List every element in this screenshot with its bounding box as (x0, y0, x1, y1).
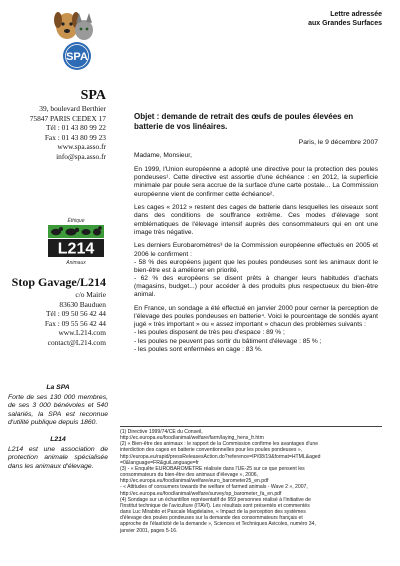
paragraph-cages: Les cages « 2012 » restent des cages de batterie dans lesquelles les oiseaux sont dans des conditions de souffrance extrême. Ces modes d'élevage sont emblématiques de l'élevage intensif auprès des consommateurs qui en ont une image très négative. (134, 204, 378, 236)
paragraph-eurobarometer (134, 242, 378, 299)
letter-body (134, 112, 378, 359)
l214-phone: Tél : 09 50 56 42 44 (46, 309, 106, 319)
l214-name: Stop Gavage/L214 (11, 275, 106, 289)
spa-name: SPA (80, 88, 106, 103)
letter-subject: Objet : demande de retrait des œufs de poules élevées en batterie de vos linéaires. (134, 112, 354, 131)
l214-logo-main: L214 (57, 240, 95, 258)
spa-city-line: 75847 PARIS CEDEX 17 (29, 113, 106, 123)
spa-phone: Tél : 01 43 80 99 22 (46, 123, 106, 133)
survey-item: - les poules disposent de très peu d'espace : 89 % ; (134, 329, 285, 337)
footnote-line: dans Luc Mirabito et Pascale Magdelaine, « Impact de la perception des systèmes (120, 509, 306, 516)
footnote-line: (4) Sondage sur un échantillon représentatif de 959 personnes réalisé à l'initiative de (120, 496, 311, 503)
l214-about-text: L214 est une association de protection animale spécialisée dans les animaux d'élevage. (8, 445, 108, 470)
paragraph-france-survey (134, 305, 378, 354)
footnote-line: approche de l'élasticité de la demande », Sciences et Techniques Avicoles, numéro 34, (120, 521, 316, 528)
footnote-link[interactable]: http://ec.europa.eu/food/animal/welfare/euro_barometer25_en.pdf (120, 478, 269, 485)
footnote-line: (2) « Bien-être des animaux : le rapport de la Commission confirme les avantages d'une (120, 441, 319, 448)
spa-about-title: La SPA (46, 384, 70, 391)
footnote-link[interactable]: http://ec.europa.eu/food/animal/welfare/survey/sp_barometer_fa_en.pdf (120, 490, 282, 497)
l214-logo-top: Éthique (67, 218, 85, 224)
spa-logo-text: SPA (66, 51, 88, 63)
l214-about-title: L214 (50, 435, 66, 443)
l214-logo-graphic (46, 215, 106, 267)
spa-fax: Fax : 01 43 80 99 23 (44, 132, 106, 142)
address-line-1: Lettre adressée (330, 11, 382, 18)
eurobarometer-intro: Les derniers Eurobaromètres³ de la Commission européenne effectués en 2005 et 2006 le confirment : (134, 242, 378, 258)
spa-about-text: Forte de ses 130 000 membres, de ses 3 000 bénévoles et 540 salariés, la SPA est reconnue d'utilité publique depuis 1860. (8, 393, 108, 427)
letter-date: Paris, le 9 décembre 2007 (298, 139, 378, 146)
footnotes (120, 426, 382, 534)
address-line-2: aux Grandes Surfaces (308, 20, 382, 27)
spa-email[interactable]: info@spa.asso.fr (56, 151, 106, 161)
paragraph-directive: En 1999, l'Union européenne a adopté une directive pour la protection des poules pondeuses¹. Cette directive est assortie d'une échéance : en 2012, la superficie minimale par poule sera accrue de la surface d'une carte postale... La Commission européenne vient de confirmer cette échéance². (134, 166, 378, 198)
footnote-line: (1) Directive 1999/74/CE du Conseil, (120, 429, 203, 435)
letter-salutation: Madame, Monsieur, (134, 152, 192, 159)
spa-logo (51, 6, 97, 72)
address-header (242, 10, 382, 28)
l214-contact-block (6, 275, 106, 348)
footnote-line: janvier 2001, pages 5-16. (120, 527, 178, 534)
l214-email[interactable]: contact@L214.com (47, 337, 106, 347)
footnote-line: - « Attitudes of consumers towards the welfare of farmed animals - Wave 2 », 2007, (120, 484, 308, 491)
l214-address-line: c/o Mairie (75, 290, 106, 299)
l214-city-line: 83630 Bauduen (59, 299, 106, 309)
spa-logo-graphic (51, 6, 97, 72)
footnote-line: d'élevage des poules pondeuses sur la demande des consommateurs français et (120, 515, 303, 522)
footnote-link[interactable]: =0&language=FR&guiLanguage=fr (120, 459, 199, 466)
footnote-line: consommateurs du bien-être des animaux d'élevage », 2006, (120, 472, 259, 479)
l214-logo-bottom: Animaux (66, 260, 86, 266)
spa-contact-block (6, 88, 106, 162)
l214-website[interactable]: www.L214.com (58, 328, 106, 338)
footnote-link[interactable]: http://europa.eu/rapid/pressReleasesAction.do?reference=IP/08/19&format=HTML&aged (120, 453, 321, 460)
footnote-line: interdiction des cages en batterie conventionnelles pour les poules pondeuses », (120, 447, 303, 454)
eurobarometer-item: - 62 % des européens se disent prêts à changer leurs habitudes d'achats (magasins, budget...) pour accéder à des produits plus respectueux du bien-être animal. (134, 275, 378, 299)
survey-intro: En France, un sondage a été effectué en janvier 2000 pour cerner la perception de l'élevage des poules pondeuses en batterie⁴. Voici le pourcentage de sondés ayant jugé « très important » ou « assez important » chacun des problèmes suivants : (134, 305, 378, 329)
sidebar-about (8, 384, 108, 479)
footnote-link[interactable]: http://ec.europa.eu/food/animal/welfare/farm/laying_hens_fr.htm (120, 435, 264, 442)
l214-logo (46, 215, 106, 267)
spa-address-line: 39, boulevard Berthier (39, 104, 106, 113)
eurobarometer-item: - 58 % des européens jugent que les poules pondeuses sont les animaux dont le bien-être est à améliorer en priorité, (134, 258, 378, 274)
survey-item: - les poules sont enfermées en cage : 83 %. (134, 345, 263, 353)
survey-item: - les poules ne peuvent pas sortir du bâtiment d'élevage : 85 % ; (134, 337, 322, 345)
footnote-line: (3) - « Enquête EUROBAROMETRE réalisée dans l'UE-25 sur ce que pensent les (120, 465, 305, 472)
footnote-line: l'Institut technique de l'aviculture (ITAVI). Les résultats sont présentés et commentés (120, 502, 310, 509)
l214-fax: Fax : 09 55 56 42 44 (44, 318, 106, 328)
spa-website[interactable]: www.spa.asso.fr (57, 142, 106, 152)
